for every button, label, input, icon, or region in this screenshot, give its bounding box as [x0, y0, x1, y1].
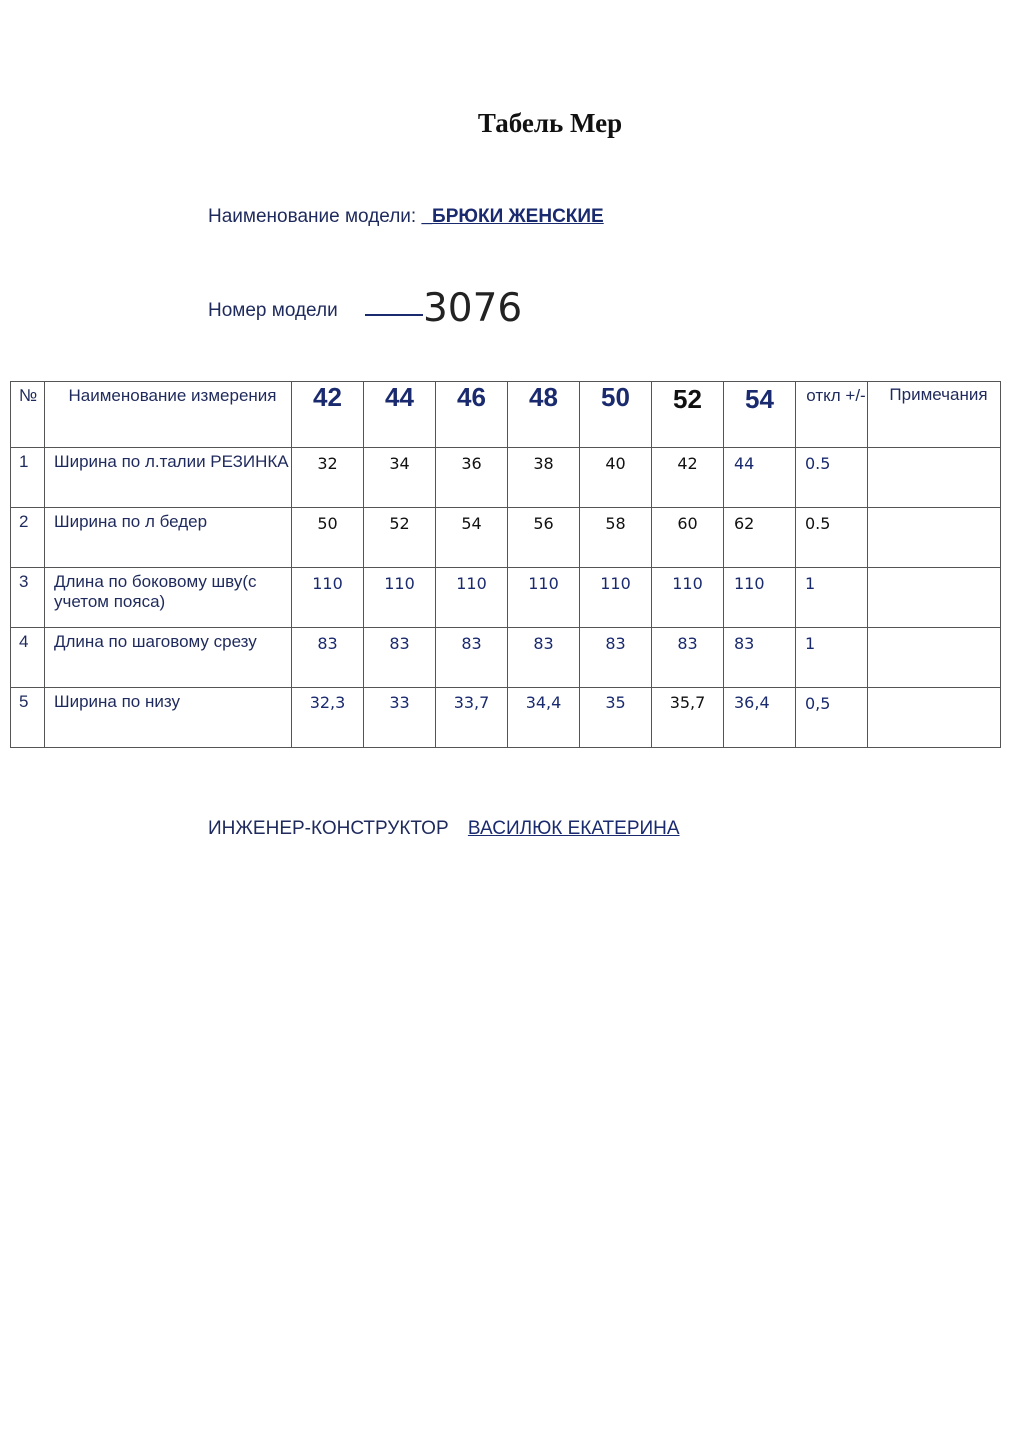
- row-value: 35: [580, 688, 652, 748]
- row-value: 54: [436, 508, 508, 568]
- header-size: 42: [292, 382, 364, 448]
- model-number-label: Номер модели: [208, 300, 338, 321]
- row-note: [868, 508, 1001, 568]
- row-note: [868, 448, 1001, 508]
- row-name: Длина по боковому шву(с учетом пояса): [45, 568, 292, 628]
- page-title: Табель Мер: [477, 108, 623, 138]
- row-value: 110: [292, 568, 364, 628]
- row-value: 110: [508, 568, 580, 628]
- row-value: 32: [292, 448, 364, 508]
- row-value: 38: [508, 448, 580, 508]
- row-value: 83: [436, 628, 508, 688]
- table-row: [11, 568, 1001, 628]
- row-value: 58: [580, 508, 652, 568]
- engineer-label: ИНЖЕНЕР-КОНСТРУКТОР: [208, 818, 449, 839]
- header-size: 46: [436, 382, 508, 448]
- row-deviation: 1: [796, 628, 868, 688]
- engineer-name: ВАСИЛЮК ЕКАТЕРИНА: [467, 818, 680, 839]
- header-size: 50: [580, 382, 652, 448]
- header-size: 48: [508, 382, 580, 448]
- row-value: 52: [364, 508, 436, 568]
- row-value: 33,7: [436, 688, 508, 748]
- header-no: №: [11, 382, 45, 448]
- table-row: [11, 628, 1001, 688]
- row-value: 40: [580, 448, 652, 508]
- row-value: 35,7: [652, 688, 724, 748]
- row-value: 36: [436, 448, 508, 508]
- row-value: 33: [364, 688, 436, 748]
- row-value: 34,4: [508, 688, 580, 748]
- model-name-value: _БРЮКИ ЖЕНСКИЕ: [421, 206, 604, 227]
- row-value: 110: [724, 568, 796, 628]
- header-size: 54: [724, 382, 796, 448]
- row-value: 110: [580, 568, 652, 628]
- table-row: [11, 688, 1001, 748]
- row-value: 83: [508, 628, 580, 688]
- engineer-line: [208, 818, 680, 840]
- row-value: 44: [724, 448, 796, 508]
- row-value: 110: [652, 568, 724, 628]
- row-value: 83: [364, 628, 436, 688]
- row-value: 83: [580, 628, 652, 688]
- row-number: 4: [11, 628, 45, 688]
- row-number: 3: [11, 568, 45, 628]
- row-name: Ширина по л.талии РЕЗИНКА: [45, 448, 292, 508]
- row-deviation: 0,5: [796, 688, 868, 748]
- row-note: [868, 628, 1001, 688]
- row-name: Длина по шаговому срезу: [45, 628, 292, 688]
- model-number-line: [208, 286, 522, 331]
- row-value: 50: [292, 508, 364, 568]
- row-value: 36,4: [724, 688, 796, 748]
- row-value: 83: [724, 628, 796, 688]
- header-deviation: откл +/-: [796, 382, 868, 448]
- row-number: 2: [11, 508, 45, 568]
- row-value: 34: [364, 448, 436, 508]
- row-value: 56: [508, 508, 580, 568]
- row-number: 5: [11, 688, 45, 748]
- row-value: 83: [292, 628, 364, 688]
- header-name: Наименование измерения: [45, 382, 292, 448]
- table-row: [11, 448, 1001, 508]
- row-deviation: 0.5: [796, 508, 868, 568]
- model-number-value: 3076: [422, 286, 523, 331]
- row-value: 60: [652, 508, 724, 568]
- model-name-label: Наименование модели:: [208, 206, 417, 227]
- row-deviation: 1: [796, 568, 868, 628]
- model-number-blank: [365, 314, 423, 316]
- row-note: [868, 688, 1001, 748]
- row-name: Ширина по л бедер: [45, 508, 292, 568]
- measurements-table: [10, 381, 1001, 748]
- header-size: 44: [364, 382, 436, 448]
- row-number: 1: [11, 448, 45, 508]
- row-value: 110: [364, 568, 436, 628]
- header-size: 52: [652, 382, 724, 448]
- row-value: 32,3: [292, 688, 364, 748]
- row-value: 42: [652, 448, 724, 508]
- model-name-line: [208, 206, 604, 228]
- table-header-row: [11, 382, 1001, 448]
- row-note: [868, 568, 1001, 628]
- row-value: 83: [652, 628, 724, 688]
- row-value: 62: [724, 508, 796, 568]
- row-deviation: 0.5: [796, 448, 868, 508]
- row-value: 110: [436, 568, 508, 628]
- header-notes: Примечания: [868, 382, 1001, 448]
- table-row: [11, 508, 1001, 568]
- row-name: Ширина по низу: [45, 688, 292, 748]
